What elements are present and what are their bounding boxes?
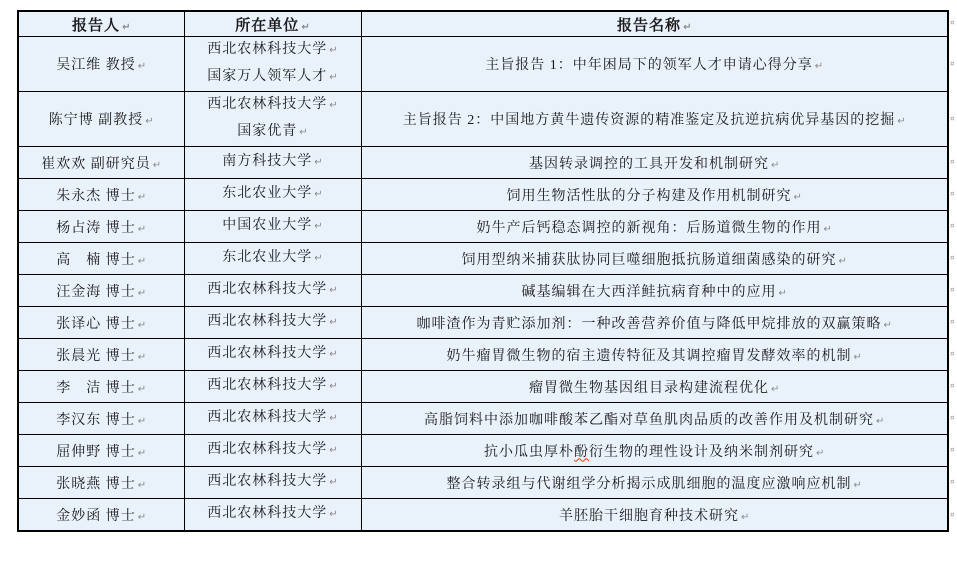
presenter-name: 屈伸野 博士 xyxy=(56,444,136,460)
presenter-name: 汪金海 博士 xyxy=(56,284,136,300)
table-row xyxy=(18,92,948,147)
row-end-mark: ¤ xyxy=(950,59,955,68)
cell-affiliation xyxy=(184,179,361,211)
cell-affiliation xyxy=(184,435,361,467)
cell-affiliation xyxy=(184,211,361,243)
paragraph-mark: ↵ xyxy=(838,255,847,267)
header-row xyxy=(18,11,948,37)
affiliation-text: 西北农林科技大学 xyxy=(207,378,328,393)
paragraph-mark: ↵ xyxy=(771,159,780,171)
table-row xyxy=(18,37,948,92)
cell-presenter xyxy=(18,499,184,532)
header-affiliation-label: 所在单位 xyxy=(235,17,300,34)
presenter-name: 李汉东 博士 xyxy=(56,412,136,428)
affiliation-line xyxy=(191,501,355,528)
header-report-title-label: 报告名称 xyxy=(617,17,682,34)
paragraph-mark: ↵ xyxy=(137,255,147,267)
presenter-name: 张译心 博士 xyxy=(56,316,136,332)
report-title-text: 衍生物的理性设计及纳米制剂研究 xyxy=(589,444,815,460)
table-row xyxy=(18,179,948,211)
cell-affiliation xyxy=(184,499,361,532)
cell-affiliation xyxy=(184,243,361,275)
affiliation-line xyxy=(191,277,355,304)
report-title-text: 奶牛产后钙稳态调控的新视角：后肠道微生物的作用 xyxy=(476,220,822,236)
cell-report-title xyxy=(361,37,948,92)
report-title-text: 饲用生物活性肽的分子构建及作用机制研究 xyxy=(506,188,792,204)
cell-report-title xyxy=(361,307,948,339)
paragraph-mark: ↵ xyxy=(814,61,824,72)
header-affiliation xyxy=(184,11,361,37)
cell-presenter xyxy=(18,307,184,339)
cell-report-title xyxy=(361,499,948,532)
paragraph-mark: ↵ xyxy=(823,223,832,235)
paragraph-mark: ↵ xyxy=(329,445,338,456)
affiliation-line xyxy=(191,437,355,464)
row-end-marks xyxy=(950,10,957,532)
affiliation-text: 西北农林科技大学 xyxy=(207,410,328,425)
row-end-mark: ¤ xyxy=(950,382,955,390)
paragraph-mark: ↵ xyxy=(329,72,338,83)
paragraph-mark: ↵ xyxy=(152,159,162,171)
cell-presenter xyxy=(18,467,184,499)
cell-presenter xyxy=(18,92,184,147)
affiliation-text: 西北农林科技大学 xyxy=(207,474,328,489)
report-table-body xyxy=(18,37,948,532)
cell-affiliation xyxy=(184,467,361,499)
paragraph-mark: ↵ xyxy=(137,191,147,203)
presenter-name: 崔欢欢 副研究员 xyxy=(41,156,151,172)
affiliation-line xyxy=(191,469,355,496)
affiliation-text: 西北农林科技大学 xyxy=(207,314,328,329)
header-presenter-label: 报告人 xyxy=(72,17,121,34)
paragraph-mark: ↵ xyxy=(299,127,308,138)
paragraph-mark: ↵ xyxy=(314,253,323,264)
affiliation-line xyxy=(191,64,355,91)
affiliation-text: 西北农林科技大学 xyxy=(207,282,328,297)
row-end-mark: ¤ xyxy=(950,19,955,27)
paragraph-mark: ↵ xyxy=(301,21,310,33)
cell-presenter xyxy=(18,435,184,467)
report-title-text: 抗小瓜虫厚朴 xyxy=(484,444,575,460)
paragraph-mark: ↵ xyxy=(137,287,147,299)
row-end-mark: ¤ xyxy=(950,446,955,454)
table-row xyxy=(18,275,948,307)
cell-affiliation xyxy=(184,403,361,435)
paragraph-mark: ↵ xyxy=(137,383,147,395)
affiliation-text: 中国农业大学 xyxy=(222,218,313,233)
cell-report-title xyxy=(361,147,948,179)
paragraph-mark: ↵ xyxy=(137,479,147,491)
cell-presenter xyxy=(18,37,184,92)
row-end-mark: ¤ xyxy=(950,254,955,262)
paragraph-mark: ↵ xyxy=(137,447,147,459)
affiliation-line xyxy=(191,37,355,64)
presenter-name: 李 洁 博士 xyxy=(56,380,136,396)
cell-affiliation xyxy=(184,307,361,339)
cell-presenter xyxy=(18,275,184,307)
cell-report-title xyxy=(361,467,948,499)
cell-presenter xyxy=(18,179,184,211)
report-title-text: 碱基编辑在大西洋鲑抗病育种中的应用 xyxy=(521,284,777,300)
cell-report-title xyxy=(361,211,948,243)
report-title-text: 咖啡渣作为青贮添加剂：一种改善营养价值与降低甲烷排放的双赢策略 xyxy=(416,316,882,332)
paragraph-mark: ↵ xyxy=(329,317,338,328)
cell-affiliation xyxy=(184,339,361,371)
row-end-mark: ¤ xyxy=(950,190,955,198)
report-title-text: 主旨报告 2：中国地方黄牛遗传资源的精准鉴定及抗逆抗病优异基因的挖掘 xyxy=(402,113,896,128)
report-title-text: 基因转录调控的工具开发和机制研究 xyxy=(529,156,770,172)
cell-report-title xyxy=(361,179,948,211)
report-title-text: 奶牛瘤胃微生物的宿主遗传特征及其调控瘤胃发酵效率的机制 xyxy=(446,348,852,364)
affiliation-text: 西北农林科技大学 xyxy=(207,346,328,361)
cell-report-title xyxy=(361,92,948,147)
row-end-mark: ¤ xyxy=(950,318,955,326)
affiliation-line xyxy=(191,149,355,176)
header-report-title xyxy=(361,11,948,37)
table-row xyxy=(18,435,948,467)
paragraph-mark: ↵ xyxy=(137,319,147,331)
row-end-mark: ¤ xyxy=(950,350,955,358)
paragraph-mark: ↵ xyxy=(145,116,154,127)
table-row xyxy=(18,307,948,339)
affiliation-line xyxy=(191,245,355,272)
affiliation-line xyxy=(191,92,355,119)
paragraph-mark: ↵ xyxy=(137,351,147,363)
affiliation-line xyxy=(191,309,355,336)
cell-affiliation xyxy=(184,37,361,92)
table-row xyxy=(18,403,948,435)
cell-affiliation xyxy=(184,147,361,179)
row-end-mark: ¤ xyxy=(950,114,955,123)
paragraph-mark: ↵ xyxy=(314,157,323,168)
affiliation-text: 西北农林科技大学 xyxy=(207,42,328,57)
cell-presenter xyxy=(18,211,184,243)
paragraph-mark: ↵ xyxy=(329,285,338,296)
cell-report-title xyxy=(361,243,948,275)
affiliation-text: 南方科技大学 xyxy=(222,154,313,169)
paragraph-mark: ↵ xyxy=(122,21,131,33)
table-row xyxy=(18,243,948,275)
row-end-mark: ¤ xyxy=(950,286,955,294)
paragraph-mark: ↵ xyxy=(329,381,338,392)
paragraph-mark: ↵ xyxy=(876,415,885,427)
cell-report-title xyxy=(361,275,948,307)
affiliation-text: 西北农林科技大学 xyxy=(207,442,328,457)
report-title-text: 高脂饲料中添加咖啡酸苯乙酯对草鱼肌肉品质的改善作用及机制研究 xyxy=(424,412,875,428)
affiliation-text: 国家优青 xyxy=(237,124,298,139)
affiliation-line xyxy=(191,341,355,368)
row-end-mark: ¤ xyxy=(950,510,955,519)
cell-presenter xyxy=(18,243,184,275)
affiliation-line xyxy=(191,405,355,432)
cell-report-title xyxy=(361,435,948,467)
report-title-text: 羊胚胎干细胞育种技术研究 xyxy=(559,508,740,524)
cell-presenter xyxy=(18,371,184,403)
cell-report-title xyxy=(361,339,948,371)
presenter-name: 金妙函 博士 xyxy=(56,508,136,524)
row-end-mark: ¤ xyxy=(950,222,955,230)
presenter-name: 张晨光 博士 xyxy=(56,348,136,364)
paragraph-mark: ↵ xyxy=(778,287,787,299)
affiliation-text: 东北农业大学 xyxy=(222,250,313,265)
paragraph-mark: ↵ xyxy=(329,100,338,111)
row-end-mark: ¤ xyxy=(950,414,955,422)
affiliation-line xyxy=(191,119,355,146)
paragraph-mark: ↵ xyxy=(897,116,906,127)
report-title-text: 饲用型纳米捕获肽协同巨噬细胞抵抗肠道细菌感染的研究 xyxy=(461,252,837,268)
report-title-text: 主旨报告 1：中年困局下的领军人才申请心得分享 xyxy=(485,58,813,73)
affiliation-line xyxy=(191,181,355,208)
cell-report-title xyxy=(361,403,948,435)
cell-presenter xyxy=(18,339,184,371)
affiliation-text: 西北农林科技大学 xyxy=(207,97,328,112)
affiliation-text: 东北农业大学 xyxy=(222,186,313,201)
table-row xyxy=(18,467,948,499)
paragraph-mark: ↵ xyxy=(137,223,147,235)
report-title-text: 酚 xyxy=(574,444,590,460)
presenter-name: 杨占涛 博士 xyxy=(56,220,136,236)
affiliation-line xyxy=(191,373,355,400)
report-schedule-table xyxy=(17,10,949,532)
row-end-mark: ¤ xyxy=(950,158,955,166)
report-table-container xyxy=(17,10,955,532)
cell-presenter xyxy=(18,147,184,179)
paragraph-mark: ↵ xyxy=(816,447,825,459)
presenter-name: 吴江维 教授 xyxy=(56,58,136,73)
row-end-mark: ¤ xyxy=(950,478,955,486)
presenter-name: 张晓燕 博士 xyxy=(56,476,136,492)
paragraph-mark: ↵ xyxy=(329,477,338,488)
paragraph-mark: ↵ xyxy=(329,509,338,520)
paragraph-mark: ↵ xyxy=(137,61,147,72)
table-row xyxy=(18,339,948,371)
report-title-text: 整合转录组与代谢组学分析揭示成肌细胞的温度应激响应机制 xyxy=(446,476,852,492)
paragraph-mark: ↵ xyxy=(329,413,338,424)
cell-affiliation xyxy=(184,275,361,307)
presenter-name: 陈宁博 副教授 xyxy=(48,113,144,128)
paragraph-mark: ↵ xyxy=(329,349,338,360)
cell-affiliation xyxy=(184,92,361,147)
presenter-name: 朱永杰 博士 xyxy=(56,188,136,204)
report-title-text: 瘤胃微生物基因组目录构建流程优化 xyxy=(529,380,770,396)
paragraph-mark: ↵ xyxy=(314,189,323,200)
affiliation-text: 西北农林科技大学 xyxy=(207,506,328,521)
presenter-name: 高 楠 博士 xyxy=(56,252,136,268)
table-row xyxy=(18,211,948,243)
paragraph-mark: ↵ xyxy=(853,351,862,363)
paragraph-mark: ↵ xyxy=(683,21,692,33)
paragraph-mark: ↵ xyxy=(314,221,323,232)
paragraph-mark: ↵ xyxy=(771,383,780,395)
table-row xyxy=(18,147,948,179)
paragraph-mark: ↵ xyxy=(741,511,750,523)
paragraph-mark: ↵ xyxy=(793,191,802,203)
cell-presenter xyxy=(18,403,184,435)
paragraph-mark: ↵ xyxy=(883,319,892,331)
paragraph-mark: ↵ xyxy=(329,45,338,56)
affiliation-text: 国家万人领军人才 xyxy=(207,69,328,84)
paragraph-mark: ↵ xyxy=(137,511,147,523)
paragraph-mark: ↵ xyxy=(137,415,147,427)
cell-affiliation xyxy=(184,371,361,403)
affiliation-line xyxy=(191,213,355,240)
cell-report-title xyxy=(361,371,948,403)
paragraph-mark: ↵ xyxy=(853,479,862,491)
header-presenter xyxy=(18,11,184,37)
table-row xyxy=(18,499,948,532)
table-row xyxy=(18,371,948,403)
